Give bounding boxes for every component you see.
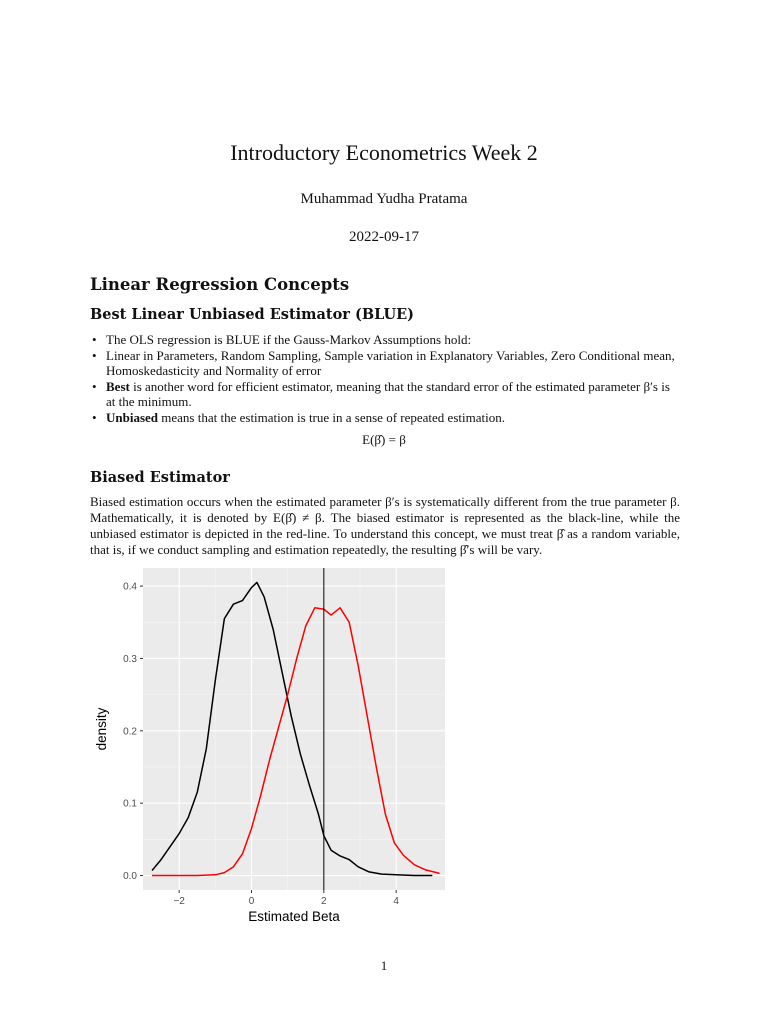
- document-title: Introductory Econometrics Week 2: [230, 140, 538, 165]
- bullet-item: [90, 410, 682, 426]
- y-tick-label: 0.4: [123, 581, 137, 593]
- subsection-biased-title: Biased Estimator: [90, 469, 230, 486]
- document-author: Muhammad Yudha Pratama: [300, 191, 468, 207]
- density-chart: [90, 560, 450, 930]
- bullet-item: [90, 379, 682, 410]
- y-tick-label: 0.3: [123, 653, 137, 665]
- y-tick-label: 0.2: [123, 726, 137, 738]
- y-tick-label: 0.0: [123, 871, 137, 883]
- bullet-text: Linear in Parameters, Random Sampling, Sample variation in Explanatory Variables, Zero Conditional mean, Homoskedasticity and Normality of error: [106, 347, 675, 378]
- bullet-bold: Unbiased: [106, 409, 159, 425]
- x-tick-label: 0: [248, 896, 255, 907]
- section-title: Linear Regression Concepts: [90, 275, 350, 294]
- page-number: 1: [380, 958, 388, 973]
- bullet-item: [90, 332, 682, 348]
- x-axis-title: Estimated Beta: [248, 909, 340, 924]
- unbiased-equation: E(β̂) = β: [362, 432, 406, 447]
- x-tick-label: 4: [393, 896, 399, 907]
- bullet-text: is another word for efficient estimator, meaning that the standard error of the estimated parameter β′s is at the minimum.: [106, 378, 670, 409]
- biased-paragraph: Biased estimation occurs when the estimated parameter β′s is systematically different from the true parameter β. Mathematically, it is denoted by E(β̂) ≠ β. The biased estimator is represented as the black-line, while the unbiased estimator is depicted in the red-line. To understand this concept, we must treat β̂ as a random variable, that is, if we conduct sampling and estimation repeatedly, the resulting β̂′s will be vary.: [90, 494, 680, 557]
- x-tick-label: −2: [173, 896, 185, 907]
- document-date: 2022-09-17: [349, 229, 419, 245]
- subsection-blue-title: Best Linear Unbiased Estimator (BLUE): [90, 306, 415, 323]
- bullet-text: means that the estimation is true in a sense of repeated estimation.: [158, 409, 505, 425]
- x-tick-label: 2: [321, 896, 327, 907]
- bullet-item: [90, 348, 682, 379]
- blue-bullet-list: [90, 332, 682, 425]
- bullet-text: The OLS regression is BLUE if the Gauss-Markov Assumptions hold:: [106, 332, 472, 347]
- y-axis-title: density: [94, 707, 109, 751]
- bullet-bold: Best: [106, 378, 130, 394]
- y-tick-label: 0.1: [123, 798, 137, 810]
